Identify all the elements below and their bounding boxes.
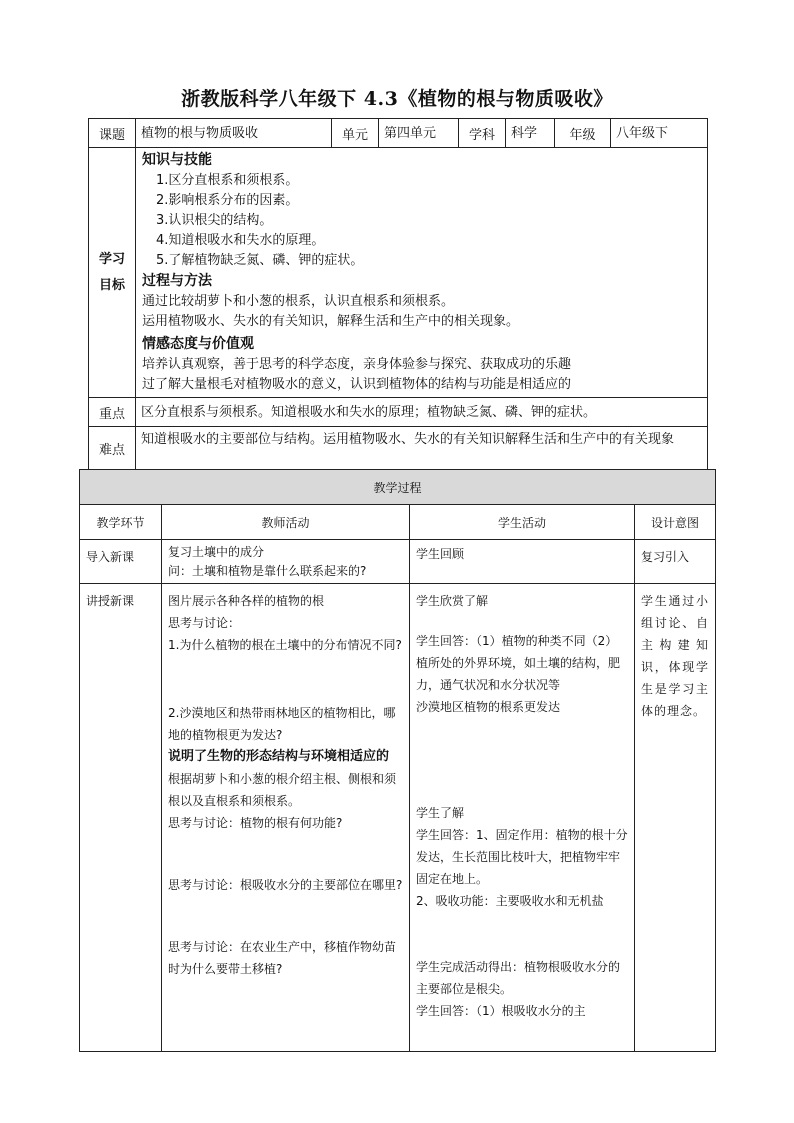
stage-new-lesson: 讲授新课 [80,584,162,1052]
attitude-item: 过了解大量根毛对植物吸水的意义，认识到植物体的结构与功能是相适应的 [142,377,572,392]
teacher-line: 1.为什么植物的根在土壤中的分布情况不同? [168,638,402,652]
teacher-line: 复习土壤中的成分 [168,545,265,559]
header-stage: 教学环节 [80,505,162,540]
process-method-item: 通过比较胡萝卜和小葱的根系，认识直根系和须根系。 [142,294,455,309]
student-activity-intro: 学生回顾 [410,540,635,584]
unit-label: 单元 [332,119,379,148]
stage-intro: 导入新课 [80,540,162,584]
header-student: 学生活动 [410,505,635,540]
teacher-line: 2.沙漠地区和热带雨林地区的植物相比，哪地的植物根更为发达? [168,706,396,742]
process-method-heading: 过程与方法 [142,273,212,289]
teacher-activity-intro [162,540,410,584]
teacher-line: 思考与讨论：植物的根有何功能? [168,816,343,830]
grade-label: 年级 [555,119,611,148]
knowledge-item: 2.影响根系分布的因素。 [156,193,299,208]
knowledge-item: 4.知道根吸水和失水的原理。 [156,233,325,248]
lesson-info-table [88,118,708,471]
teacher-line: 思考与讨论：在农业生产中，移植作物幼苗时为什么要带土移植? [168,940,397,976]
key-points-label: 重点 [89,398,136,427]
objectives-label-line-1: 学习 [98,251,125,267]
student-line: 学生回答：1、固定作用：植物的根十分发达，生长范围比枝叶大，把植物牢牢固定在地上。 [416,828,628,886]
key-points-value: 区分直根系与须根系。知道根吸水和失水的原理；植物缺乏氮、磷、钾的症状。 [136,398,708,427]
difficulties-value: 知道根吸水的主要部位与结构。运用植物吸水、失水的有关知识解释生活和生产中的有关现象 [136,427,708,471]
intent-intro: 复习引入 [635,540,716,584]
process-title: 教学过程 [80,470,716,505]
student-line: 沙漠地区植物的根系更发达 [416,700,561,714]
teacher-line: 根据胡萝卜和小葱的根介绍主根、侧根和须根以及直根系和须根系。 [168,772,397,808]
attitude-item: 培养认真观察，善于思考的科学态度，亲身体验参与探究、获取成功的乐趣 [142,357,572,372]
knowledge-item: 3.认识根尖的结构。 [156,213,273,228]
teacher-line: 图片展示各种各样的植物的根 [168,594,325,608]
objectives-content [136,148,708,398]
objectives-label-line-2: 目标 [98,277,125,293]
student-line: 学生回答：（1）根吸收水分的主 [416,1004,586,1018]
teaching-process-table [79,469,716,1052]
student-line: 学生欣赏了解 [416,594,489,608]
student-line: 2、吸收功能：主要吸收水和无机盐 [416,894,604,908]
document-title: 浙教版科学八年级下 4.3《植物的根与物质吸收》 [181,88,613,110]
student-line: 学生完成活动得出：植物根吸收水分的主要部位是根尖。 [416,960,621,996]
intent-new-lesson: 学生通过小组讨论、自主构建知识，体现学生是学习主体的理念。 [635,584,716,1052]
teacher-line: 思考与讨论：根吸收水分的主要部位在哪里? [168,878,403,892]
student-line: 学生了解 [416,806,465,820]
teacher-line: 思考与讨论： [168,616,241,630]
student-line: 学生回答：（1）植物的种类不同（2）植所处的外界环境，如土壤的结构，肥力，通气状况和水分状况等 [416,634,621,692]
header-teacher: 教师活动 [162,505,410,540]
subject-label: 学科 [459,119,506,148]
topic-label: 课题 [89,119,136,148]
student-activity-new-lesson [410,584,635,1052]
subject-value: 科学 [506,119,555,148]
header-intent: 设计意图 [635,505,716,540]
difficulties-label: 难点 [89,427,136,471]
knowledge-heading: 知识与技能 [142,152,212,168]
unit-value: 第四单元 [379,119,459,148]
knowledge-item: 5.了解植物缺乏氮、磷、钾的症状。 [156,253,364,268]
teacher-activity-new-lesson [162,584,410,1052]
teacher-conclusion: 说明了生物的形态结构与环境相适应的 [168,749,390,764]
attitude-heading: 情感态度与价值观 [142,336,254,352]
grade-value: 八年级下 [611,119,708,148]
teacher-line: 问：土壤和植物是靠什么联系起来的? [168,564,367,578]
knowledge-item: 1.区分直根系和须根系。 [156,173,299,188]
topic-value: 植物的根与物质吸收 [136,119,332,148]
process-method-item: 运用植物吸水、失水的有关知识，解释生活和生产中的相关现象。 [142,314,520,329]
objectives-label [89,148,136,398]
